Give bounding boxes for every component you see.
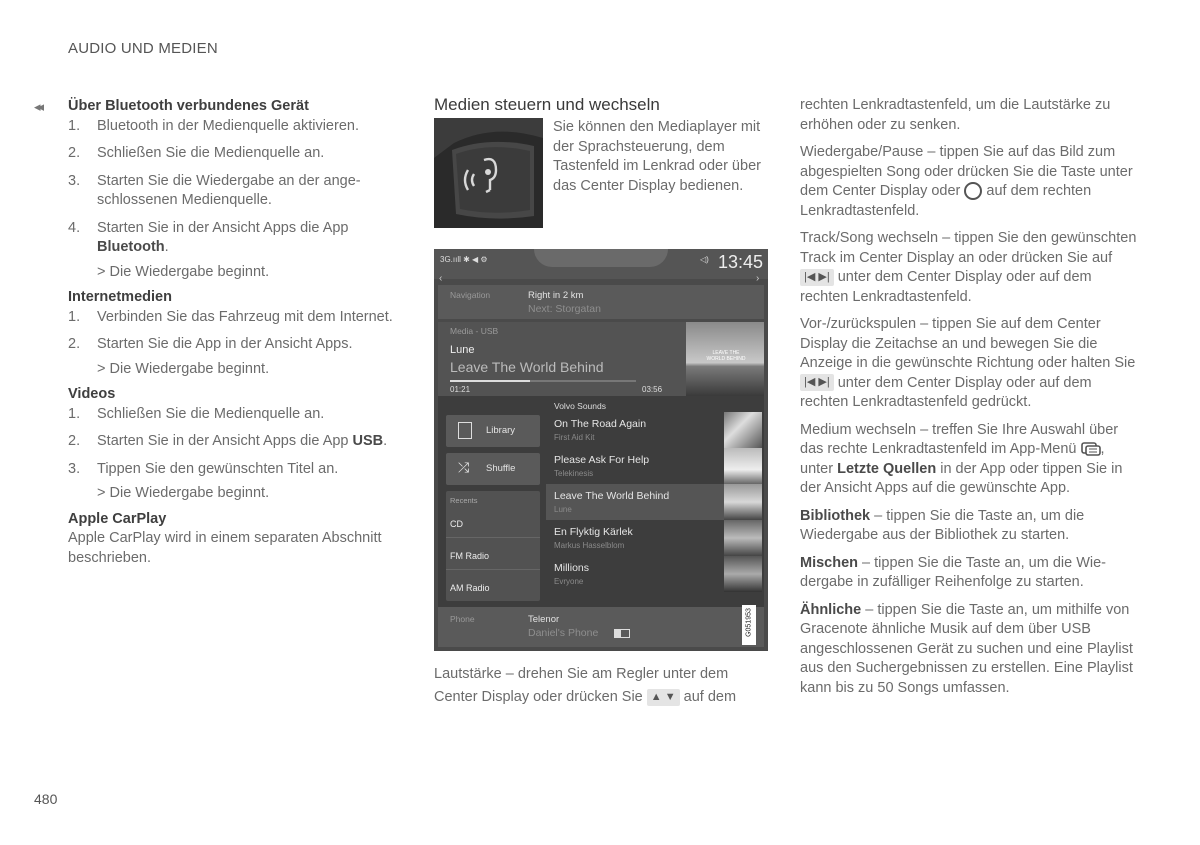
shuffle-button[interactable]: ⤮ Shuffle <box>446 453 540 485</box>
phone-tile[interactable] <box>438 607 764 647</box>
recent-item-fm[interactable]: FM Radio <box>450 551 490 561</box>
bluetooth-steps <box>68 117 403 258</box>
list-item: 2. Schließen Sie die Medienquelle an. <box>68 145 325 161</box>
library-button[interactable]: Library <box>446 415 540 447</box>
song-row[interactable]: En Flyktig Kärlek Markus Hasselblom <box>546 520 762 556</box>
media-source-label: Media - USB <box>450 326 499 336</box>
time-elapsed: 01:21 <box>450 385 471 394</box>
play-pause-icon <box>964 182 982 200</box>
list-item: 1. Bluetooth in der Medienquelle aktivieren. <box>68 117 359 134</box>
steering-wheel-voice-icon <box>434 118 543 228</box>
song-thumbnail <box>724 412 762 448</box>
volume-icon: ◁) <box>700 255 709 264</box>
list-header: Volvo Sounds <box>554 401 606 411</box>
paragraph: Mischen – tippen Sie die Taste an, um die Wiedergabe in zufälliger Reihenfolge zu starten. <box>800 554 1107 590</box>
list-item: 1. Schließen Sie die Medienquelle an. <box>68 405 325 422</box>
progress-fill <box>450 380 530 382</box>
song-row[interactable]: Millions Evryone <box>546 556 762 592</box>
song-thumbnail <box>724 448 762 484</box>
chevron-right-icon[interactable]: › <box>756 273 760 284</box>
paragraph: Wiedergabe/Pause – tippen Sie auf das Bild zum abgespielten Song oder drücken Sie die Taste unter dem Center Display oder auf dem rechten Lenkradtastenfeld. <box>800 144 1133 219</box>
list-item: 1. Verbinden Sie das Fahrzeug mit dem Internet. <box>68 308 393 325</box>
volume-up-down-icon: ▲ ▼ <box>647 689 680 706</box>
carplay-text: Apple CarPlay wird in einem separaten Abschnitt beschrieben. <box>68 530 382 566</box>
intro-text: Sie können den Mediaplayer mit der Sprachsteuerung, dem Tastenfeld im Lenkrad oder über das Center Display bedienen. <box>553 119 761 194</box>
paragraph: Vor-/zurückspulen – tippen Sie auf dem Center Display die Zeitachse an und bewegen Sie die Anzeige in die gewünschte Richtung oder halten Sie |◀ ▶| unter dem Center Display oder auf dem rechten Lenkradtastenfeld gedrückt. <box>800 316 1136 410</box>
now-playing-artist: Lune <box>450 344 475 356</box>
album-art[interactable]: LEAVE THE WORLD BEHIND <box>686 322 764 396</box>
library-icon <box>458 422 472 439</box>
list-item: 2. Starten Sie in der Ansicht Apps die App USB. <box>68 433 388 449</box>
skip-track-icon: |◀ ▶| <box>800 374 834 391</box>
back-arrow-icon[interactable]: ◂◂ <box>34 99 42 114</box>
internet-heading: Internetmedien <box>68 289 172 305</box>
column-right <box>800 96 1140 706</box>
recent-item-am[interactable]: AM Radio <box>450 583 490 593</box>
image-code-label: G051953 <box>742 605 756 645</box>
page-header: AUDIO UND MEDIEN <box>68 40 218 57</box>
bluetooth-heading: Über Bluetooth verbundenes Gerät <box>68 98 309 114</box>
result-line: > Die Wiedergabe beginnt. <box>97 485 270 501</box>
app-menu-icon <box>1081 442 1101 456</box>
now-playing-track: Leave The World Behind <box>450 359 604 375</box>
song-thumbnail <box>724 520 762 556</box>
volume-caption: Lautstärke – drehen Sie am Regler unter dem Center Display oder drücken Sie ▲ ▼ auf dem <box>434 666 737 705</box>
song-thumbnail <box>724 556 762 592</box>
song-row-selected[interactable]: Leave The World Behind Lune <box>546 484 762 520</box>
skip-track-icon: |◀ ▶| <box>800 269 834 286</box>
navigation-label: Navigation <box>450 290 491 300</box>
time-total: 03:56 <box>642 385 663 394</box>
recents-label: Recents <box>450 496 478 505</box>
section-heading: Medien steuern und wechseln <box>434 95 660 114</box>
list-item: 2. Starten Sie die App in der Ansicht Apps. <box>68 336 353 352</box>
shuffle-icon: ⤮ <box>458 459 470 475</box>
paragraph: Bibliothek – tippen Sie die Taste an, um die Wiedergabe aus der Bibliothek zu starten. <box>800 507 1085 543</box>
song-row[interactable]: On The Road Again First Aid Kit <box>546 412 762 448</box>
internet-steps <box>68 308 403 355</box>
videos-steps <box>68 405 403 480</box>
center-display-screenshot <box>434 249 768 651</box>
videos-heading: Videos <box>68 386 116 402</box>
phone-line1: Telenor <box>528 614 560 625</box>
phone-label: Phone <box>450 614 475 624</box>
navigation-line1: Right in 2 km <box>528 290 584 301</box>
clock: 13:45 <box>718 252 764 272</box>
voice-control-button-photo <box>434 118 543 228</box>
page-number: 480 <box>34 791 58 807</box>
paragraph: Medium wechseln – treffen Sie Ihre Auswahl über das rechte Lenkradtastenfeld im App-Menü , unter Letzte Quellen in der App oder tippen Sie in der Ansicht Apps auf die gewünschte App. <box>800 421 1123 496</box>
list-item: 3. Tippen Sie den gewünschten Titel an. <box>68 460 339 477</box>
paragraph: Track/Song wechseln – tippen Sie den gewünschten Track im Center Display an oder drücken Sie auf |◀ ▶| unter dem Center Display oder auf dem rechten Lenkradtastenfeld. <box>800 230 1137 305</box>
navigation-line2: Next: Storgatan <box>528 303 601 315</box>
song-thumbnail <box>724 484 762 520</box>
list-item: 4. Starten Sie in der Ansicht Apps die App Bluetooth. <box>68 219 349 255</box>
result-line: > Die Wiedergabe beginnt. <box>97 263 270 280</box>
song-row[interactable]: Please Ask For Help Telekinesis <box>546 448 762 484</box>
page-dots <box>594 279 608 283</box>
carplay-heading: Apple CarPlay <box>68 510 167 527</box>
status-icons: 3G.ııll ✱ ◀ ⚙ <box>440 255 488 264</box>
phone-line2: Daniel's Phone <box>528 627 599 639</box>
column-left <box>34 97 403 568</box>
result-line: > Die Wiedergabe beginnt. <box>97 360 270 377</box>
list-item: 3. Starten Sie die Wiedergabe an der angeschlossenen Medienquelle. <box>68 172 361 208</box>
paragraph: rechten Lenkradtastenfeld, um die Lautstärke zu erhöhen oder zu senken. <box>800 97 1111 133</box>
recent-item-cd[interactable]: CD <box>450 519 463 529</box>
chevron-left-icon[interactable]: ‹ <box>439 273 443 284</box>
battery-icon <box>614 629 630 638</box>
paragraph: Ähnliche – tippen Sie die Taste an, um mithilfe von Gracenote ähnliche Musik auf dem über USB angeschlossenen Gerät zu suchen und eine Playlist aus den Suchergebnissen zu erstellen. Eine Playlist kann bis zu 50 Songs umfassen. <box>800 601 1133 696</box>
